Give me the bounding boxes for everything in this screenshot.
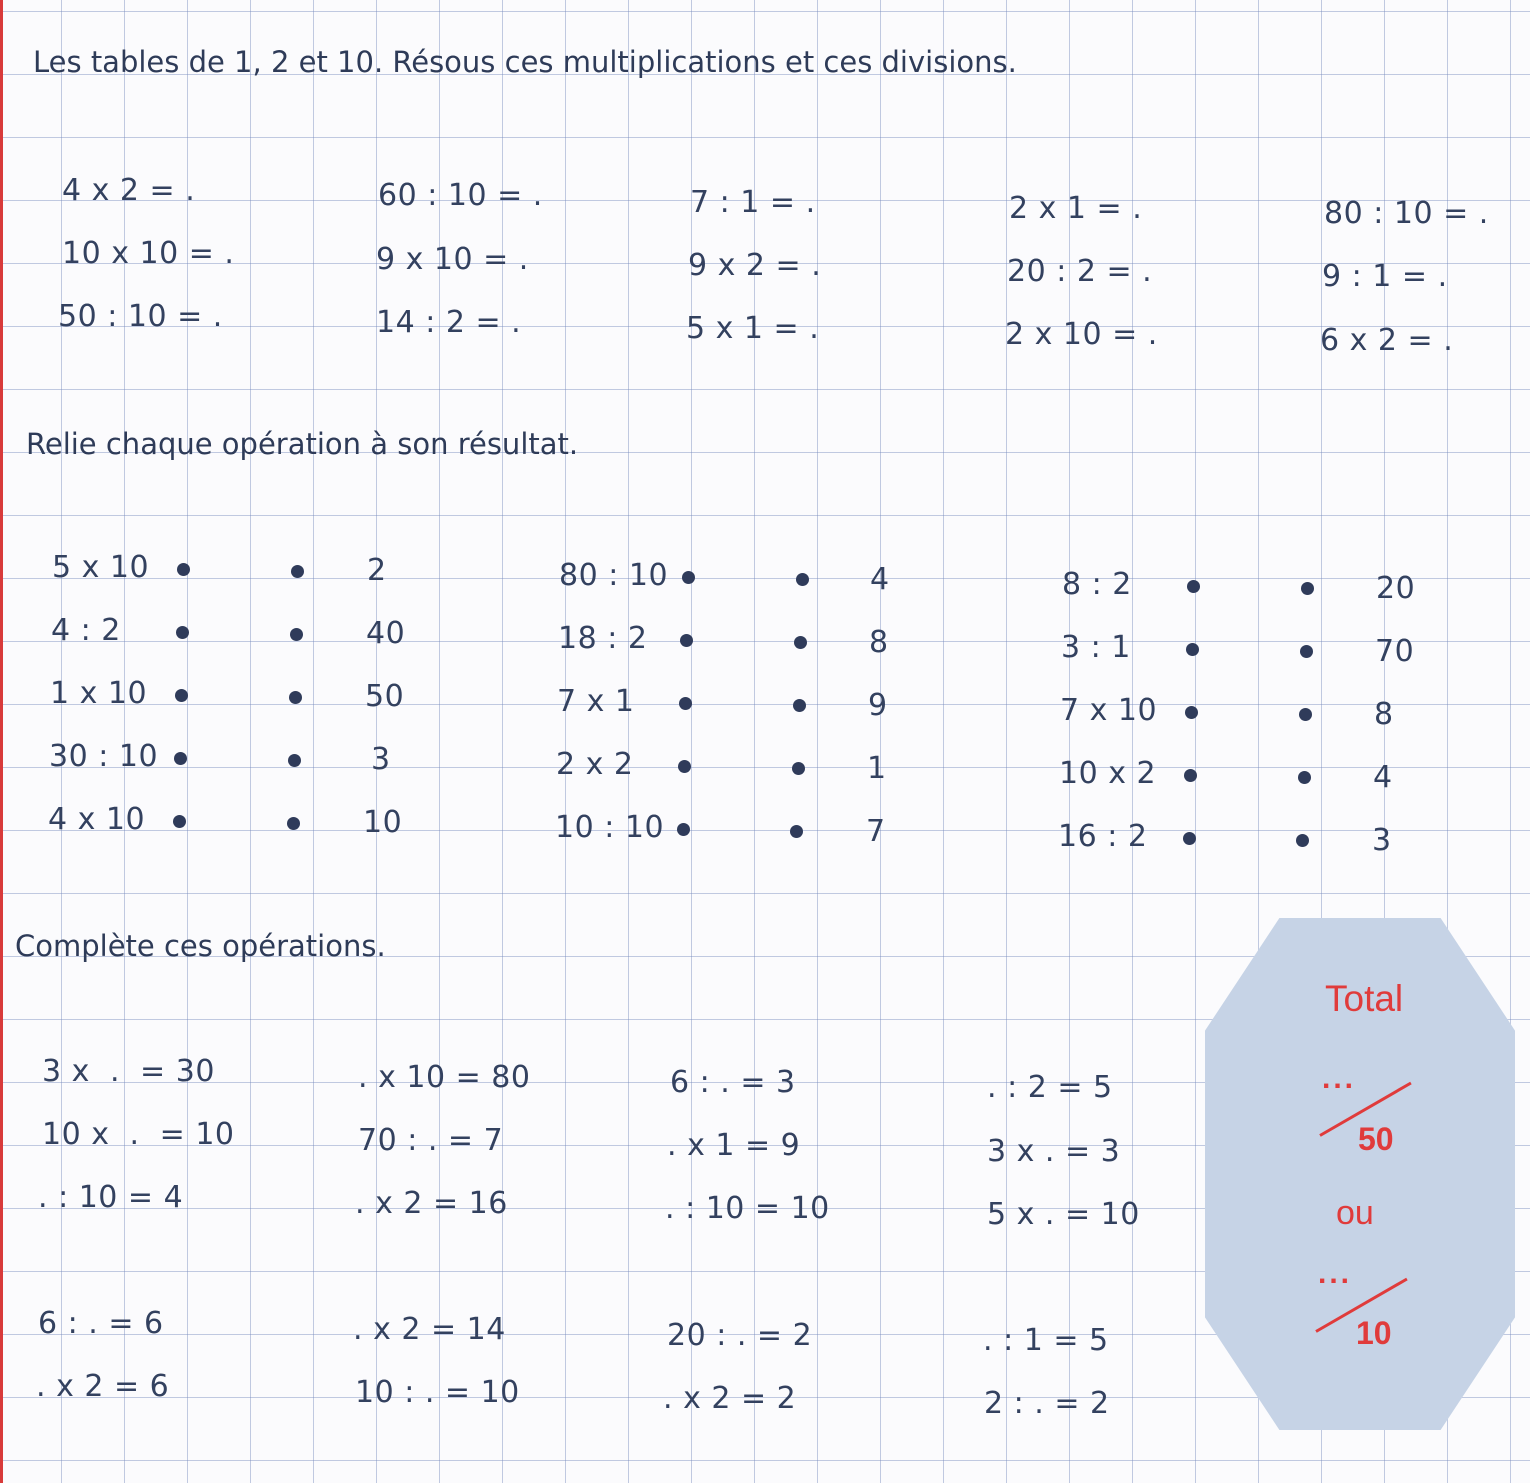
section1-title: Les tables de 1, 2 et 10. Résous ces multiplications et ces divisions.	[33, 45, 1017, 79]
exercise-item: 2 x 1 = .	[1009, 191, 1143, 226]
exercise-item: . : 2 = 5	[987, 1070, 1113, 1105]
matching-operation: 4 x 10	[48, 802, 146, 837]
matching-operation: 10 : 10	[555, 810, 665, 845]
operation-dot[interactable]	[682, 571, 695, 584]
result-dot[interactable]	[793, 699, 806, 712]
matching-result: 50	[365, 679, 405, 714]
exercise-item: 10 : . = 10	[355, 1375, 520, 1410]
matching-operation: 7 x 10	[1060, 693, 1158, 728]
operation-dot[interactable]	[1184, 769, 1197, 782]
exercise-item: 6 x 2 = .	[1320, 323, 1454, 358]
exercise-item: 20 : . = 2	[667, 1318, 813, 1353]
operation-dot[interactable]	[680, 634, 693, 647]
exercise-item: 10 x 10 = .	[62, 236, 235, 271]
operation-dot[interactable]	[679, 697, 692, 710]
operation-dot[interactable]	[175, 689, 188, 702]
exercise-item: 2 : . = 2	[984, 1386, 1110, 1421]
matching-operation: 18 : 2	[558, 621, 648, 656]
matching-result: 8	[1374, 697, 1394, 732]
exercise-item: 3 x . = 30	[42, 1054, 215, 1089]
matching-operation: 80 : 10	[559, 558, 669, 593]
score-total-label: Total	[1325, 978, 1404, 1019]
exercise-item: . x 10 = 80	[358, 1060, 531, 1095]
result-dot[interactable]	[794, 636, 807, 649]
result-dot[interactable]	[790, 825, 803, 838]
matching-result: 40	[366, 616, 406, 651]
matching-result: 10	[363, 805, 403, 840]
matching-operation: 10 x 2	[1059, 756, 1157, 791]
matching-operation: 1 x 10	[50, 676, 148, 711]
result-dot[interactable]	[796, 573, 809, 586]
result-dot[interactable]	[289, 691, 302, 704]
matching-result: 9	[868, 688, 888, 723]
matching-result: 4	[870, 562, 890, 597]
matching-result: 20	[1376, 571, 1416, 606]
operation-dot[interactable]	[677, 823, 690, 836]
exercise-item: 9 x 2 = .	[688, 248, 822, 283]
exercise-item: 5 x . = 10	[987, 1197, 1140, 1232]
exercise-item: . : 10 = 10	[665, 1191, 830, 1226]
score-dots-1: ...	[1322, 1062, 1357, 1095]
matching-result: 1	[867, 751, 887, 786]
exercise-item: 60 : 10 = .	[378, 178, 543, 213]
matching-operation: 30 : 10	[49, 739, 159, 774]
operation-dot[interactable]	[177, 563, 190, 576]
margin-line	[0, 0, 3, 1483]
operation-dot[interactable]	[1187, 580, 1200, 593]
exercise-item: 9 : 1 = .	[1322, 259, 1448, 294]
matching-operation: 8 : 2	[1062, 567, 1132, 602]
matching-operation: 5 x 10	[52, 550, 150, 585]
operation-dot[interactable]	[1185, 706, 1198, 719]
operation-dot[interactable]	[1183, 832, 1196, 845]
result-dot[interactable]	[1298, 771, 1311, 784]
result-dot[interactable]	[1301, 582, 1314, 595]
matching-result: 70	[1375, 634, 1415, 669]
exercise-item: 7 : 1 = .	[690, 185, 816, 220]
operation-dot[interactable]	[1186, 643, 1199, 656]
result-dot[interactable]	[1299, 708, 1312, 721]
exercise-item: . : 1 = 5	[983, 1323, 1109, 1358]
operation-dot[interactable]	[173, 815, 186, 828]
matching-operation: 3 : 1	[1061, 630, 1131, 665]
exercise-item: 3 x . = 3	[987, 1134, 1121, 1169]
result-dot[interactable]	[288, 754, 301, 767]
exercise-item: . x 1 = 9	[667, 1128, 801, 1163]
result-dot[interactable]	[291, 565, 304, 578]
operation-dot[interactable]	[176, 626, 189, 639]
matching-result: 4	[1373, 760, 1393, 795]
exercise-item: . x 2 = 16	[355, 1186, 508, 1221]
operation-dot[interactable]	[174, 752, 187, 765]
exercise-item: 14 : 2 = .	[376, 305, 522, 340]
exercise-item: 70 : . = 7	[358, 1123, 504, 1158]
score-max-50: 50	[1358, 1121, 1394, 1157]
exercise-item: 10 x . = 10	[42, 1117, 235, 1152]
section3-title: Complète ces opérations.	[15, 929, 386, 963]
section2-title: Relie chaque opération à son résultat.	[26, 427, 579, 461]
exercise-item: . x 2 = 2	[663, 1381, 797, 1416]
matching-result: 7	[866, 814, 886, 849]
result-dot[interactable]	[290, 628, 303, 641]
matching-operation: 7 x 1	[557, 684, 635, 719]
exercise-item: 50 : 10 = .	[58, 299, 223, 334]
exercise-item: 5 x 1 = .	[686, 311, 820, 346]
matching-result: 2	[367, 553, 387, 588]
exercise-item: . x 2 = 6	[36, 1369, 170, 1404]
exercise-item: 6 : . = 3	[670, 1065, 796, 1100]
exercise-item: . x 2 = 14	[353, 1312, 506, 1347]
matching-operation: 16 : 2	[1058, 819, 1148, 854]
score-dots-2: ...	[1318, 1257, 1353, 1290]
exercise-item: 20 : 2 = .	[1007, 254, 1153, 289]
exercise-item: 9 x 10 = .	[376, 242, 529, 277]
matching-result: 3	[371, 742, 391, 777]
score-max-10: 10	[1356, 1315, 1392, 1351]
score-or-label: ou	[1336, 1194, 1374, 1232]
result-dot[interactable]	[287, 817, 300, 830]
matching-operation: 2 x 2	[556, 747, 634, 782]
exercise-item: . : 10 = 4	[38, 1180, 184, 1215]
exercise-item: 80 : 10 = .	[1324, 196, 1489, 231]
matching-result: 8	[869, 625, 889, 660]
result-dot[interactable]	[792, 762, 805, 775]
exercise-item: 2 x 10 = .	[1005, 317, 1158, 352]
result-dot[interactable]	[1296, 834, 1309, 847]
exercise-item: 4 x 2 = .	[62, 173, 196, 208]
matching-result: 3	[1372, 823, 1392, 858]
operation-dot[interactable]	[678, 760, 691, 773]
matching-operation: 4 : 2	[51, 613, 121, 648]
exercise-item: 6 : . = 6	[38, 1306, 164, 1341]
result-dot[interactable]	[1300, 645, 1313, 658]
